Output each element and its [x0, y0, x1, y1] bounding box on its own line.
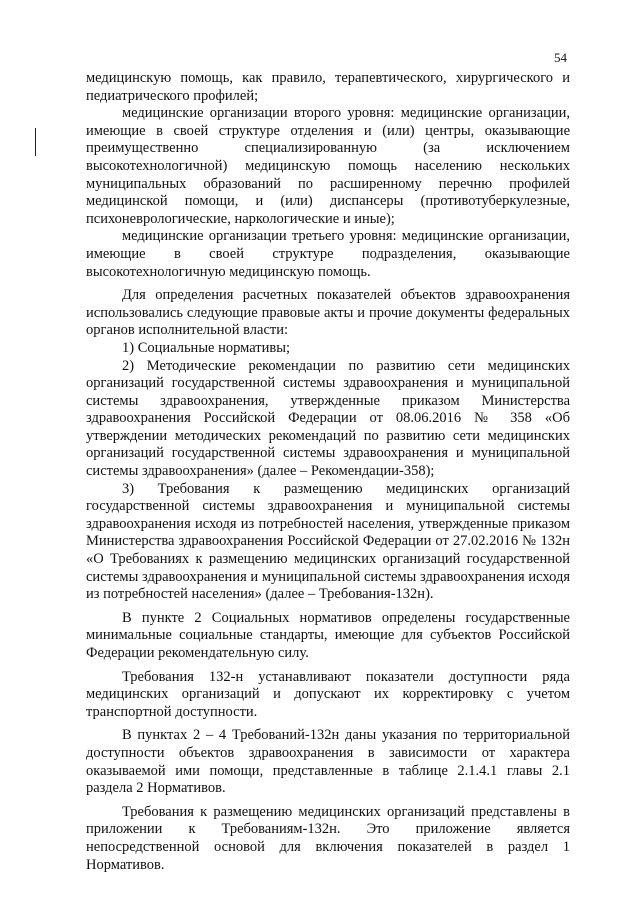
list-item-recommendations-358: 2) Методические рекомендации по развитию сети медицинских организаций государственной системы здравоохранения и муниципальной системы здравоохранения, утвержденные приказом Министерства здравоохранения Российской Федерации от 08.06.2016 № 358 «Об утверждении методических рекомендаций по развитию сети медицинских организаций государственной системы здравоохранения и муниципальной системы здравоохранения» (далее – Рекомендации-358);	[86, 357, 570, 480]
paragraph-accessibility: Требования 132-н устанавливают показатели доступности ряда медицинских организаций и допускают их корректировку с учетом транспортной доступности.	[86, 668, 570, 720]
paragraph-second-level: медицинские организации второго уровня: медицинские организации, имеющие в своей структуре отделения и (или) центры, оказывающие преимущественно специализированную (за исключением высокотехнологичной) медицинскую помощь населению нескольких муниципальных образований по расширенному перечню профилей медицинской помощи, и (или) диспансеры (противотуберкулезные, психоневрологические, наркологические и иные);	[86, 105, 570, 227]
page-number: 54	[554, 50, 567, 65]
document-body	[86, 70, 570, 874]
paragraph-social-standards: В пункте 2 Социальных нормативов определены государственные минимальные социальные стандарты, имеющие для субъектов Российской Федерации рекомендательную силу.	[86, 609, 570, 661]
list-item-requirements-132n: 3) Требования к размещению медицинских организаций государственной системы здравоохранения и муниципальной системы здравоохранения исходя из потребностей населения, утвержденные приказом Министерства здравоохранения Российской Федерации от 27.02.2016 № 132н «О Требованиях к размещению медицинских организаций государственной системы здравоохранения и муниципальной системы здравоохранения исходя из потребностей населения» (далее – Требования-132н).	[86, 480, 570, 603]
margin-mark	[35, 128, 36, 156]
paragraph-third-level: медицинские организации третьего уровня: медицинские организации, имеющие в своей структуре подразделения, оказывающие высокотехнологичную медицинскую помощь.	[86, 228, 570, 280]
list-item-social-norms: 1) Социальные нормативы;	[122, 339, 291, 356]
paragraph-territorial-accessibility: В пунктах 2 – 4 Требований-132н даны указания по территориальной доступности объектов здравоохранения в зависимости от характера оказываемой ими помощи, представленные в таблице 2.1.4.1 главы 2.1 раздела 2 Нормативов.	[86, 727, 570, 797]
paragraph-appendix: Требования к размещению медицинских организаций представлены в приложении к Требованиям-132н. Это приложение является непосредственной основой для включения показателей в раздел 1 Нормативов.	[86, 803, 570, 873]
paragraph-legal-acts-intro: Для определения расчетных показателей объектов здравоохранения использовались следующие правовые акты и прочие документы федеральных органов исполнительной власти:	[86, 287, 570, 339]
paragraph-continuation: медицинскую помощь, как правило, терапевтического, хирургического и педиатрического профилей;	[86, 70, 570, 104]
